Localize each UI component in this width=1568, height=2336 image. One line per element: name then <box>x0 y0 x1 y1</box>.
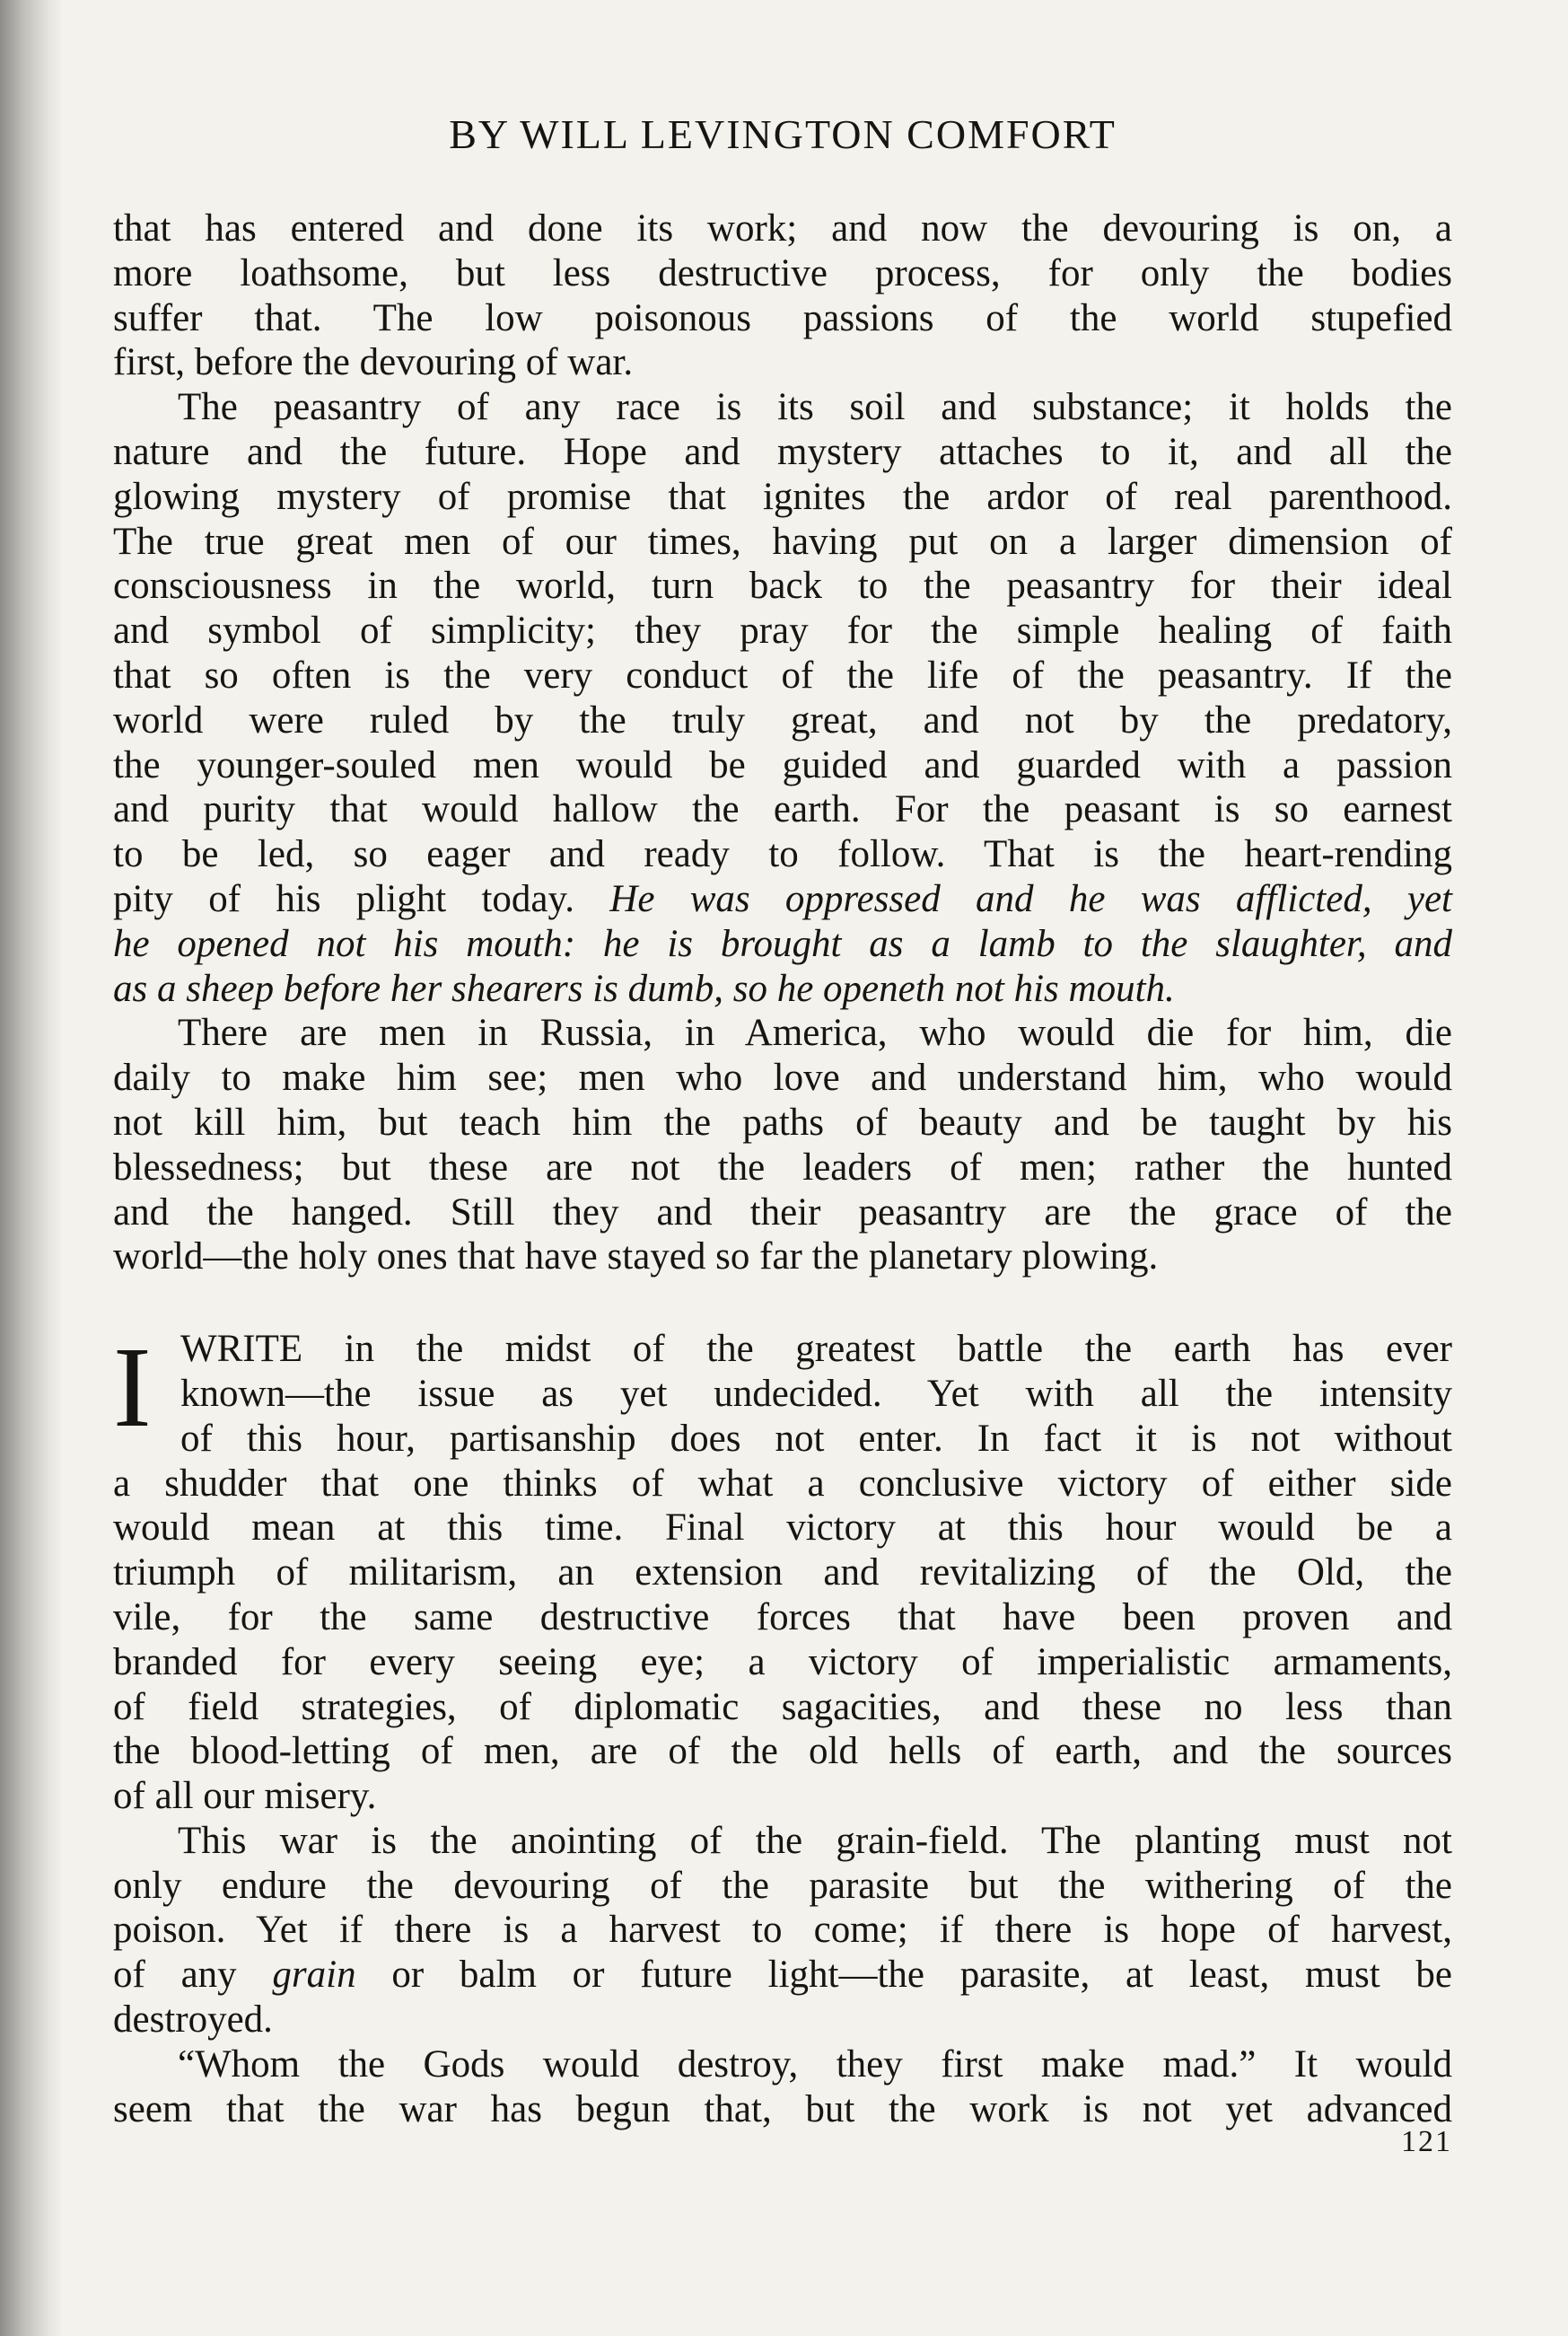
italic-quotation: as a sheep before her shearers is dumb, so he openeth not his mouth. <box>113 967 1175 1010</box>
text-line: would mean at this time. Final victory at this hour would be a <box>113 1506 1452 1550</box>
paragraph-i-write <box>113 1323 1452 1819</box>
text-line: suffer that. The low poisonous passions of the world stupefied <box>113 296 1452 339</box>
text-line: known—the issue as yet undecided. Yet with all the intensity <box>180 1372 1452 1415</box>
text-line: not kill him, but teach him the paths of beauty and be taught by his <box>113 1101 1452 1144</box>
text-line: WRITE in the midst of the greatest battle the earth has ever <box>180 1328 1452 1371</box>
text-line: This war is the anointing of the grain-field. The planting must not <box>178 1819 1452 1862</box>
text-line-mixed <box>113 877 1452 922</box>
text-line: and purity that would hallow the earth. For the peasant is so earnest <box>113 788 1452 831</box>
text-line: branded for every seeing eye; a victory of imperialistic armaments, <box>113 1640 1452 1683</box>
text-line: The peasantry of any race is its soil and substance; it holds the <box>178 386 1452 429</box>
text-line: daily to make him see; men who love and understand him, who would <box>113 1057 1452 1100</box>
text-line: that has entered and done its work; and now the devouring is on, a <box>113 207 1452 250</box>
paragraph-gods-destroy <box>113 2042 1452 2132</box>
text-line: the younger-souled men would be guided and guarded with a passion <box>113 743 1452 786</box>
text-line: that so often is the very conduct of the life of the peasantry. If the <box>113 654 1452 697</box>
text-line: more loathsome, but less destructive process, for only the bodies <box>113 251 1452 294</box>
text-line: world—the holy ones that have stayed so far the planetary plowing. <box>113 1235 1159 1278</box>
text-line: There are men in Russia, in America, who would die for him, die <box>178 1012 1452 1055</box>
text-line-mixed <box>113 1953 1452 1998</box>
text-line: a shudder that one thinks of what a conclusive victory of either side <box>113 1462 1452 1505</box>
text-run: or balm or future light—the parasite, at least, must be <box>391 1954 1452 1997</box>
text-run: pity of his plight today. <box>113 877 574 920</box>
text-line: the blood-letting of men, are of the old hells of earth, and the sources <box>113 1730 1452 1773</box>
italic-word: grain <box>272 1954 356 1997</box>
running-head: BY WILL LEVINGTON COMFORT <box>449 111 1117 157</box>
italic-quotation: he opened not his mouth: he is brought as a lamb to the slaughter, and <box>113 922 1452 965</box>
text-line: seem that the war has begun that, but the work is not yet advanced <box>113 2087 1452 2130</box>
text-line: blessedness; but these are not the leaders of men; rather the hunted <box>113 1146 1452 1189</box>
text-line: The true great men of our times, having put on a larger dimension of <box>113 520 1452 563</box>
paragraph-russia-america <box>113 1011 1452 1279</box>
text-run: of any <box>113 1954 237 1997</box>
body-text <box>113 206 1452 2131</box>
text-line: to be led, so eager and ready to follow. That is the heart-rending <box>113 833 1452 876</box>
text-line: triumph of militarism, an extension and revitalizing of the Old, the <box>113 1551 1452 1594</box>
drop-cap: I <box>113 1323 152 1452</box>
paragraph-peasantry <box>113 385 1452 1011</box>
text-line: of all our misery. <box>113 1775 377 1818</box>
section-break <box>113 1279 1452 1327</box>
book-page <box>113 0 1452 2336</box>
text-line: and symbol of simplicity; they pray for the simple healing of faith <box>113 610 1452 653</box>
text-line: of this hour, partisanship does not enter. In fact it is not without <box>180 1417 1452 1460</box>
text-line: vile, for the same destructive forces that have been proven and <box>113 1595 1452 1638</box>
text-line: “Whom the Gods would destroy, they first make mad.” It would <box>178 2042 1452 2086</box>
text-line: only endure the devouring of the parasite but the withering of the <box>113 1864 1452 1907</box>
text-line: and the hanged. Still they and their peasantry are the grace of the <box>113 1190 1452 1234</box>
text-line: world were ruled by the truly great, and not by the predatory, <box>113 698 1452 742</box>
page-number: 121 <box>1401 2125 1452 2158</box>
italic-quotation: He was oppressed and he was afflicted, yet <box>609 877 1453 920</box>
text-line: consciousness in the world, turn back to the peasantry for their ideal <box>113 565 1452 608</box>
text-line: nature and the future. Hope and mystery attaches to it, and all the <box>113 430 1452 473</box>
text-line: poison. Yet if there is a harvest to come; if there is hope of harvest, <box>113 1909 1452 1952</box>
paragraph-grain-field <box>113 1819 1452 2042</box>
gutter-shadow <box>0 0 63 2336</box>
text-line: of field strategies, of diplomatic sagacities, and these no less than <box>113 1685 1452 1728</box>
text-line: first, before the devouring of war. <box>113 341 634 384</box>
text-line: destroyed. <box>113 1998 273 2042</box>
paragraph-continued <box>113 206 1452 385</box>
text-line: glowing mystery of promise that ignites the ardor of real parenthood. <box>113 475 1452 518</box>
